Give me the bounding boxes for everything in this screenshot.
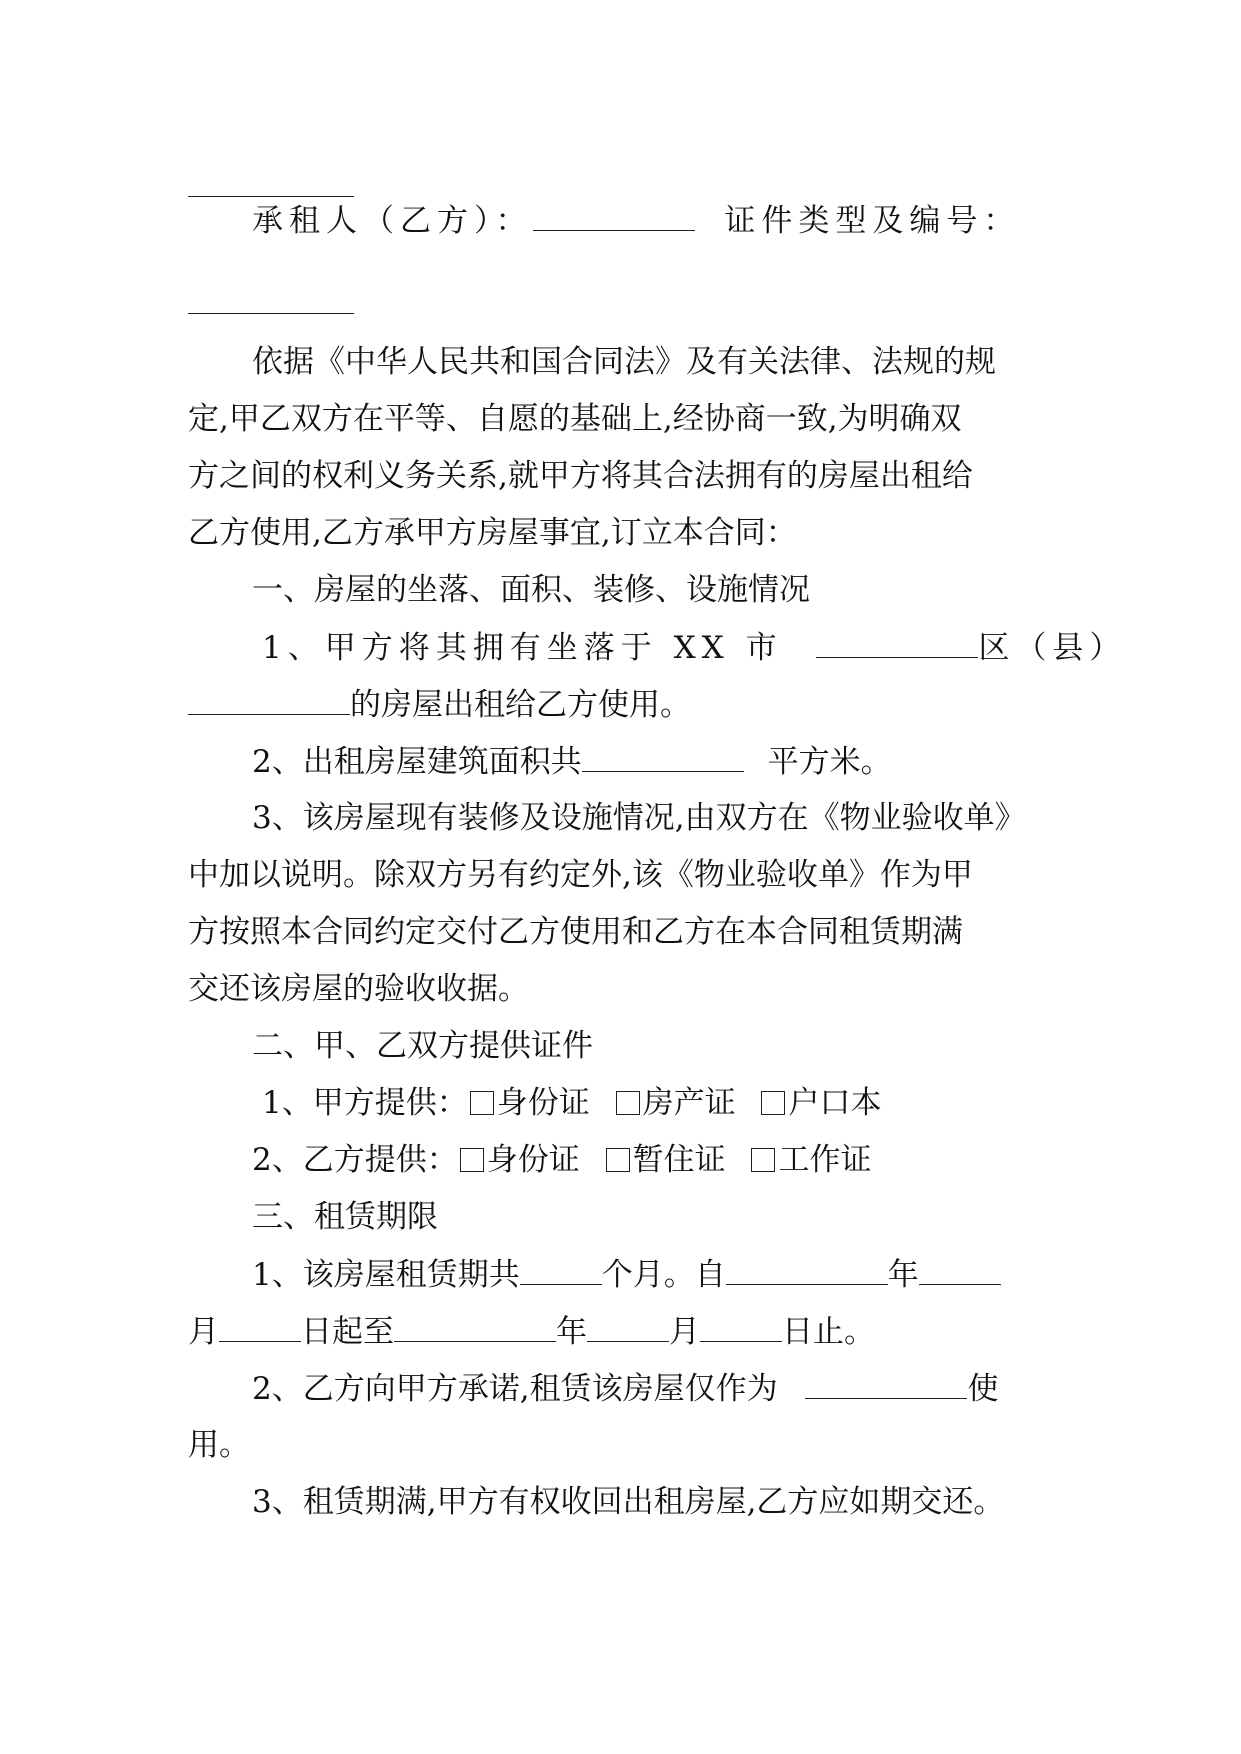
preamble-line-1: 依据《中华人民共和国合同法》及有关法律、法规的规: [252, 344, 996, 380]
doc-a-property: 房产证: [642, 1085, 736, 1121]
usage-tail: 使: [967, 1371, 999, 1407]
term-from: 个月。自: [601, 1257, 726, 1293]
area-blank: [582, 741, 744, 772]
doc-b-residence: 暂住证: [632, 1142, 726, 1178]
start-month-blank: [919, 1254, 1001, 1285]
section1-item2: [252, 741, 1132, 782]
section1-heading: 一、房屋的坐落、面积、装修、设施情况: [252, 572, 810, 608]
doc-a-household: 户口本: [788, 1085, 882, 1121]
end-year-label: 年: [556, 1314, 587, 1350]
district-blank: [816, 627, 978, 658]
start-month-label: 月: [188, 1314, 219, 1350]
section3-item2-cont: 用。: [188, 1427, 250, 1463]
term-to: 日起至: [301, 1314, 394, 1350]
party-a-docs: [262, 1083, 1142, 1123]
preamble-line-3: 方之间的权利义务关系,就甲方将其合法拥有的房屋出租给: [188, 458, 973, 494]
section1-item3-line-1: 3、该房屋现有装修及设施情况,由双方在《物业验收单》: [252, 800, 1026, 836]
party-b-label: 2、乙方提供：: [252, 1142, 458, 1178]
start-year-blank: [726, 1254, 888, 1285]
preamble-line-4: 乙方使用,乙方承甲方房屋事宜,订立本合同：: [188, 515, 797, 551]
checkbox-b-work[interactable]: [751, 1148, 775, 1172]
section3-heading: 三、租赁期限: [252, 1199, 438, 1235]
item2-area-text: 2、出租房屋建筑面积共: [252, 744, 582, 780]
section2-heading: 二、甲、乙双方提供证件: [252, 1028, 593, 1064]
section3-item1: [252, 1254, 1132, 1295]
checkbox-a-household[interactable]: [761, 1091, 785, 1115]
lessee-id-blank: [188, 313, 354, 314]
section1-item3-line-4: 交还该房屋的验收收据。: [188, 971, 529, 1007]
section1-item3-line-2: 中加以说明。除双方另有约定外,该《物业验收单》作为甲: [188, 857, 973, 893]
section3-item1-cont: [188, 1311, 1068, 1352]
party-a-label: 1、甲方提供：: [262, 1085, 468, 1121]
usage-text: 2、乙方向甲方承诺,租赁该房屋仅作为: [252, 1371, 778, 1407]
item1-location-text: 1、甲方将其拥有坐落于 XX 市: [262, 630, 783, 666]
usage-blank: [805, 1368, 967, 1399]
section1-item1: [262, 627, 1142, 668]
section1-item3-line-3: 方按照本合同约定交付乙方使用和乙方在本合同租赁期满: [188, 914, 963, 950]
doc-b-work: 工作证: [778, 1142, 872, 1178]
section1-item1-cont: [188, 684, 1068, 725]
start-day-blank: [219, 1311, 301, 1342]
item1-rent-text: 的房屋出租给乙方使用。: [350, 687, 691, 723]
lessor-id-blank: [188, 196, 354, 197]
doc-a-idcard: 身份证: [496, 1085, 590, 1121]
checkbox-b-idcard[interactable]: [460, 1148, 484, 1172]
preamble-line-2: 定,甲乙双方在平等、自愿的基础上,经协商一致,为明确双: [188, 401, 962, 437]
months-blank: [520, 1254, 602, 1285]
district-label: 区（县）: [978, 630, 1127, 666]
start-year-label: 年: [887, 1257, 919, 1293]
doc-b-idcard: 身份证: [486, 1142, 580, 1178]
end-year-blank: [394, 1311, 556, 1342]
end-day-label: 日止。: [782, 1314, 875, 1350]
checkbox-a-property[interactable]: [616, 1091, 640, 1115]
section3-item3: 3、租赁期满,甲方有权收回出租房屋,乙方应如期交还。: [252, 1484, 1005, 1520]
end-day-blank: [700, 1311, 782, 1342]
section3-item2: [252, 1368, 1132, 1409]
lessee-name-blank: [533, 200, 695, 231]
checkbox-b-residence[interactable]: [606, 1148, 630, 1172]
lessee-label: 承租人（乙方）：: [252, 203, 533, 239]
lessee-id-label: 证件类型及编号：: [724, 203, 1021, 239]
end-month-blank: [587, 1311, 669, 1342]
item2-unit: 平方米。: [767, 744, 892, 780]
party-b-docs: [252, 1140, 1132, 1180]
term-text: 1、该房屋租赁期共: [252, 1257, 520, 1293]
lessee-line: [252, 200, 1132, 241]
checkbox-a-idcard[interactable]: [470, 1091, 494, 1115]
end-month-label: 月: [669, 1314, 700, 1350]
address-blank: [188, 684, 350, 715]
